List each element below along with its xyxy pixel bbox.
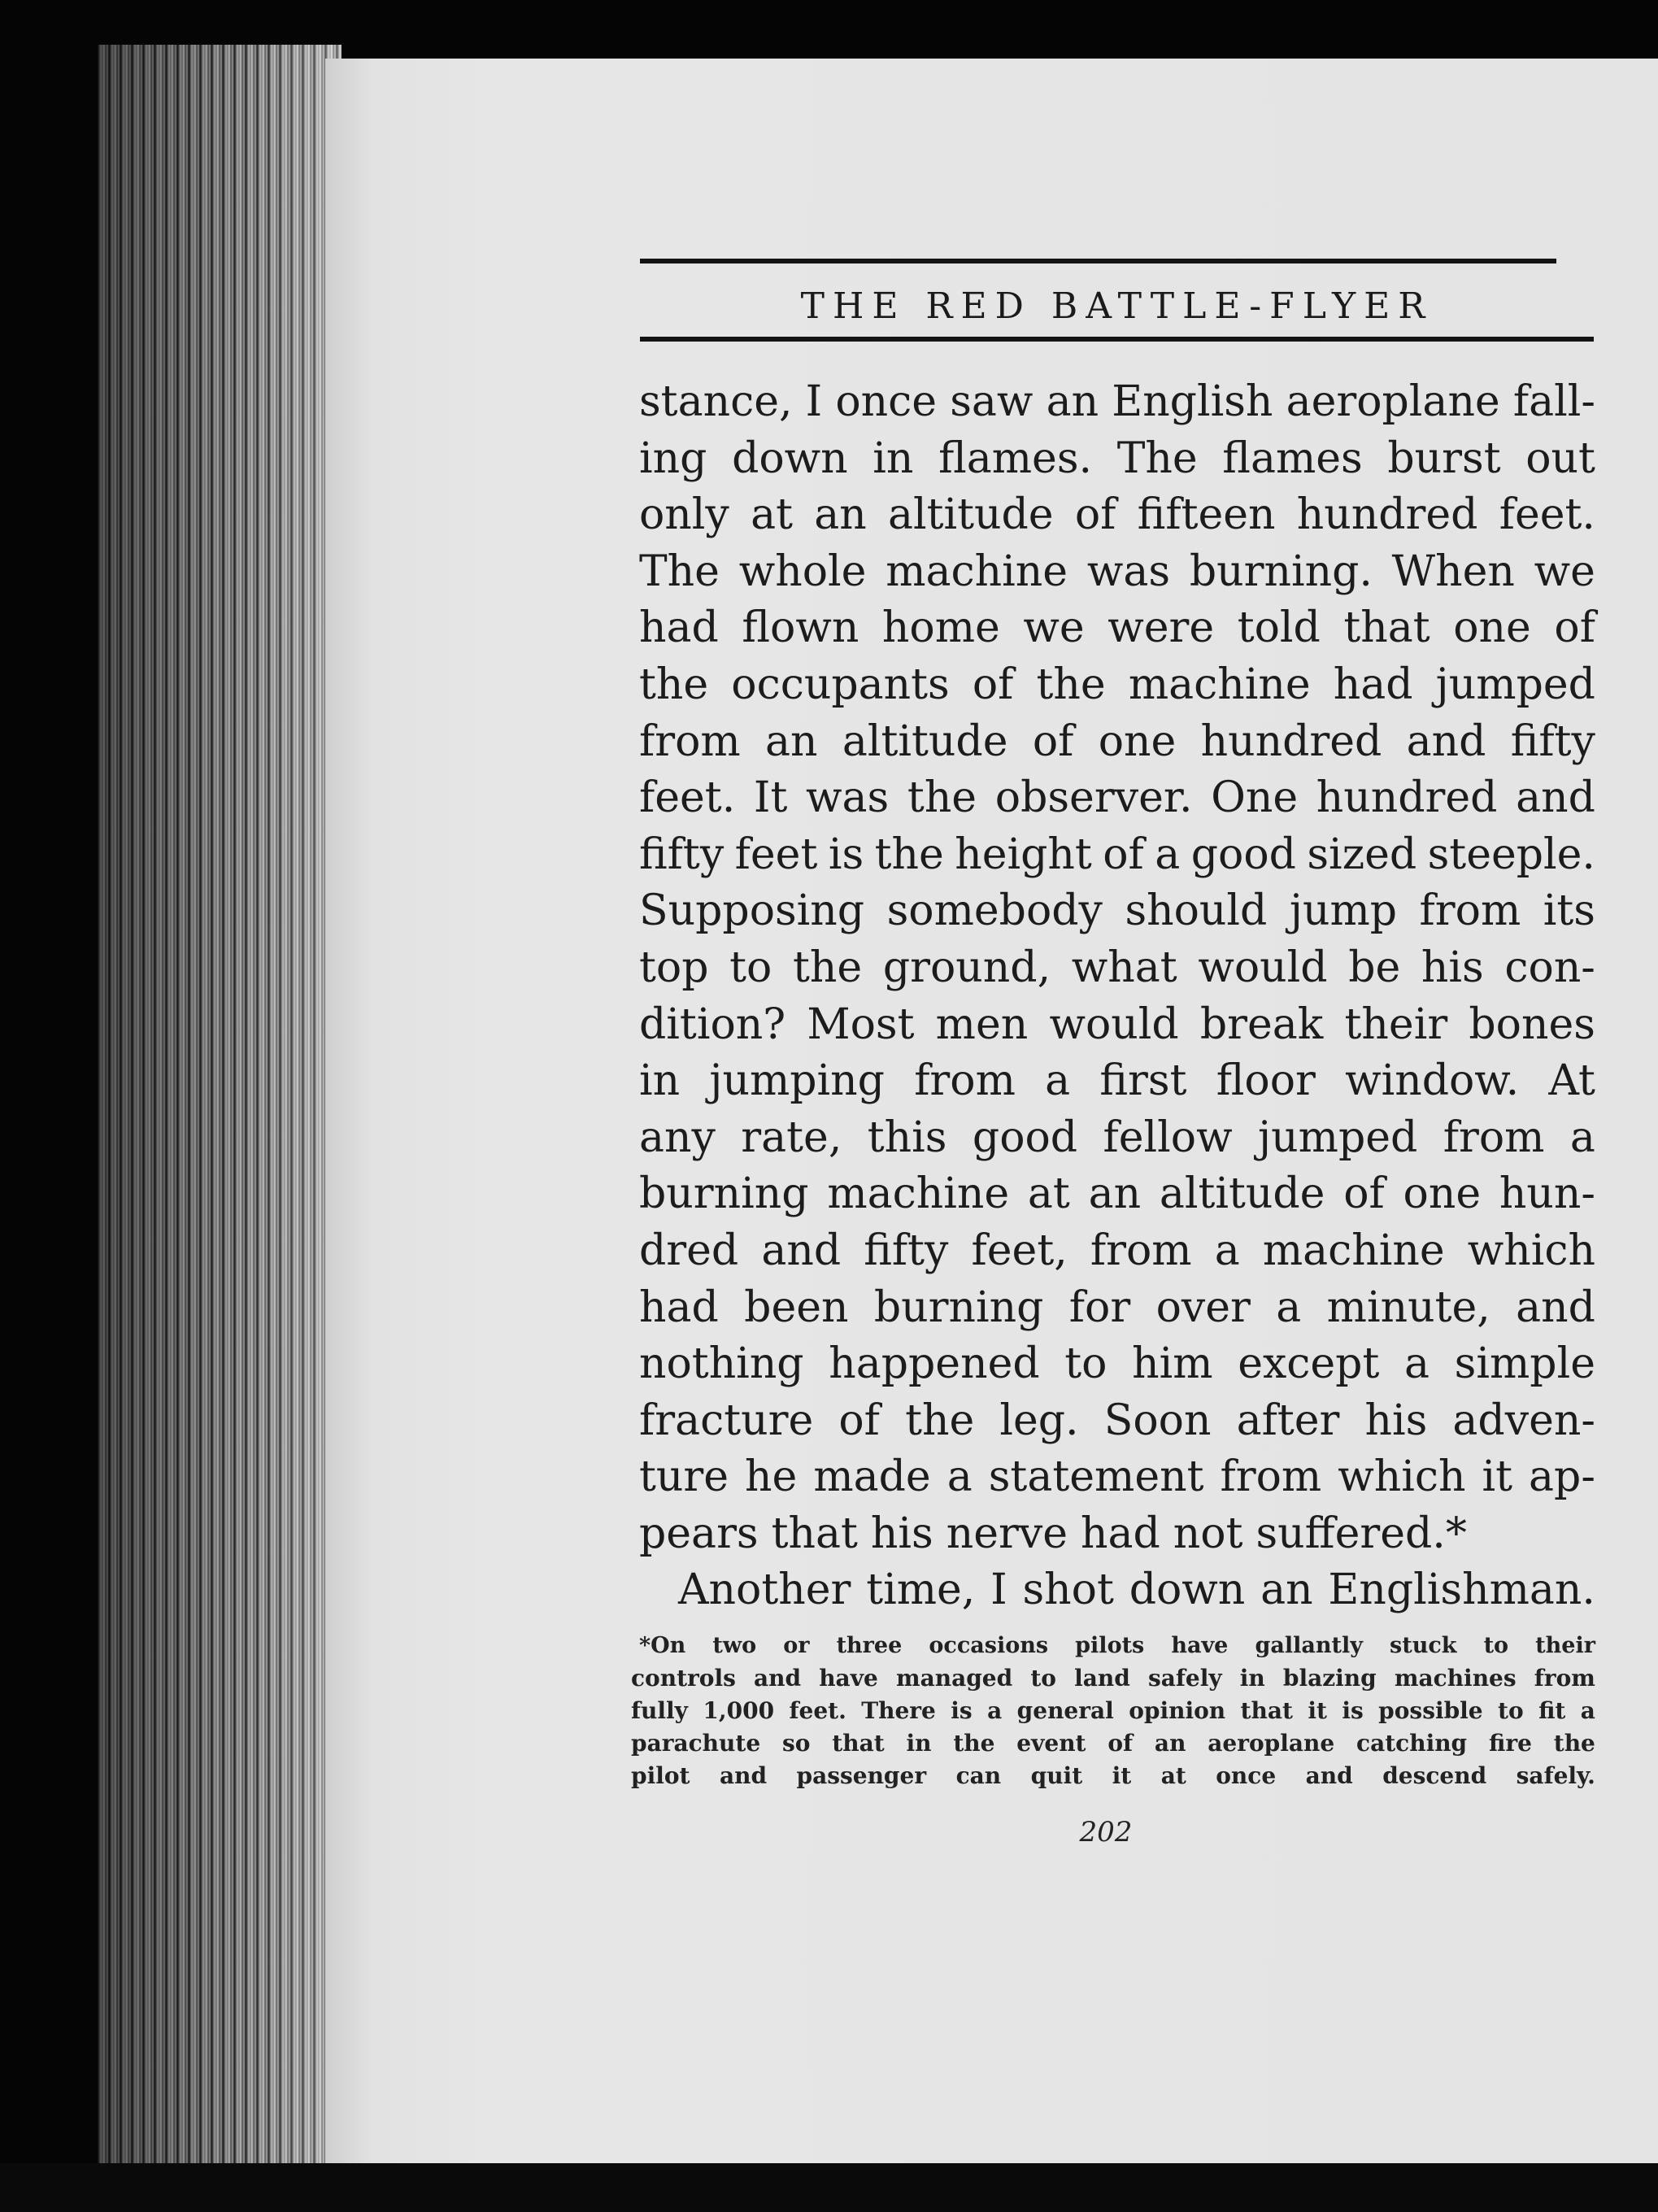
word: fifty [639,830,725,879]
word: Englishman. [1328,1565,1595,1615]
word: fracture [639,1396,814,1445]
word: had [1333,660,1413,709]
footnote-word: fully [631,1697,688,1724]
word: ground, [882,943,1051,992]
word: hun- [1499,1169,1595,1219]
footnote-word: safely [1147,1665,1222,1692]
footnote-word: their [1535,1633,1595,1658]
footnote-word: an [1154,1730,1186,1757]
word: from [1419,886,1521,936]
word: machine [827,1169,1010,1219]
word: top [639,943,709,992]
word: Supposing [639,886,865,936]
word: home [881,603,1000,653]
word: and [1516,1282,1595,1332]
word: fellow [1103,1113,1233,1162]
word: machine [1128,660,1311,709]
word: simple [1454,1339,1595,1389]
word: one [1453,603,1531,653]
word: be [1348,943,1401,992]
word: from [1443,1113,1545,1162]
text-line [639,1053,1595,1110]
word: break [1199,999,1324,1049]
word: feet. [1499,490,1595,540]
word: I [805,377,823,426]
word: When [1391,546,1515,596]
word: The [1116,433,1198,483]
footnote-word: that [1240,1697,1293,1724]
text-line [639,1506,1595,1563]
footnote-line [631,1695,1595,1727]
word: burst [1387,433,1501,483]
word: It [753,773,788,823]
header-rule-top [640,259,1556,263]
word: an [1260,1565,1313,1615]
word: of [1554,603,1595,653]
word: the [793,943,863,992]
footnote-word: once [1216,1762,1277,1789]
word: only [639,490,729,540]
word: of [972,660,1014,709]
word: one [1098,716,1177,766]
word: that [771,1509,858,1558]
word: out [1525,433,1595,483]
word: from [639,716,741,766]
footnote-word: fit [1538,1697,1566,1724]
footnote-word: catching [1356,1730,1468,1757]
word: for [1068,1282,1131,1332]
word: of [1343,1169,1385,1219]
text-line [639,1280,1595,1337]
word: been [744,1282,849,1332]
text-line [639,1562,1595,1619]
word: from [1090,1226,1192,1275]
word: suffered.* [1255,1509,1467,1558]
word: steeple. [1427,830,1595,879]
footnote-word: two [712,1633,757,1658]
footnote-word: There [861,1697,936,1724]
word: I [990,1565,1007,1615]
word: jumped [1258,1113,1418,1162]
word: that [1343,603,1430,653]
footnote-word: quit [1030,1762,1083,1789]
word: first [1099,1056,1187,1106]
word: is [828,830,864,879]
word: an [1046,377,1099,426]
footnote-word: and [753,1665,802,1692]
word: the [874,830,944,879]
word: good [972,1113,1078,1162]
word: minute, [1326,1282,1490,1332]
word: his [870,1509,933,1558]
word: feet. [639,773,736,823]
word: of [838,1396,880,1445]
word: of [1032,716,1074,766]
word: fifteen [1137,490,1276,540]
word: floor [1216,1056,1316,1106]
word: burning [639,1169,809,1219]
word: at [1027,1169,1070,1219]
footnote-word: the [1553,1730,1595,1757]
text-line [639,431,1595,488]
word: made [813,1452,931,1502]
footnote [631,1630,1595,1792]
word: a [1276,1282,1302,1332]
footnote-word: possible [1378,1697,1483,1724]
word: whole [738,546,867,596]
word: machine [1262,1226,1445,1275]
word: occupants [731,660,950,709]
footnote-word: can [955,1762,1002,1789]
footnote-word: 1,000 [703,1697,775,1724]
footnote-word: blazing [1282,1665,1377,1692]
text-line [639,1166,1595,1223]
book-page-edges [98,45,342,2175]
text-line [639,374,1595,431]
footnote-word: feet. [789,1697,846,1724]
word: had [1081,1509,1160,1558]
footnote-word: the [953,1730,995,1757]
footnote-word: managed [895,1665,1013,1692]
word: should [1125,886,1268,936]
word: a [946,1452,973,1502]
word: shot [1022,1565,1114,1615]
running-head [640,259,1594,342]
word: him [1132,1339,1213,1389]
footnote-line [631,1630,1595,1662]
word: flames [1222,433,1363,483]
footnote-word: descend [1382,1762,1487,1789]
word: the [1036,660,1106,709]
text-line [639,883,1595,940]
footnote-word: and [1305,1762,1353,1789]
word: its [1543,886,1595,936]
word: this [867,1113,947,1162]
word: flames. [938,433,1093,483]
word: except [1238,1339,1380,1389]
footnote-word: to [1498,1697,1524,1724]
word: burning [873,1282,1044,1332]
word: observer. [994,773,1193,823]
word: was [806,773,890,823]
footnote-word: three [836,1633,903,1658]
footnote-word: stuck [1390,1633,1457,1658]
footnote-word: or [783,1633,810,1658]
footnote-line [631,1727,1595,1760]
footnote-word: it [1112,1762,1132,1789]
footnote-word: is [951,1697,973,1724]
footnote-line [631,1760,1595,1792]
word: jump [1289,886,1398,936]
word: we [1534,546,1595,596]
body-text [639,374,1595,1619]
word: flown [742,603,859,653]
word: pears [639,1509,759,1558]
word: had [639,603,719,653]
running-head-title: THE RED BATTLE-FLYER [800,285,1434,327]
word: his [1364,1396,1428,1445]
word: fifty [864,1226,949,1275]
word: and [761,1226,842,1275]
footnote-word: is [1342,1697,1364,1724]
word: aeroplane [1286,377,1500,426]
footnote-word: a [987,1697,1003,1724]
text-line [639,714,1595,771]
word: Most [807,999,915,1049]
word: leg. [999,1396,1079,1445]
word: which [1467,1226,1595,1275]
footnote-word: from [1534,1665,1595,1692]
text-line [639,487,1595,544]
word: down [732,433,848,483]
word: adven- [1452,1396,1595,1445]
text-line [639,1223,1595,1280]
word: the [905,1396,975,1445]
word: from [914,1056,1016,1106]
word: and [1516,773,1595,823]
text-line [639,600,1595,657]
word: Another [678,1565,851,1615]
word: time, [866,1565,976,1615]
word: the [907,773,977,823]
word: feet [734,830,818,879]
word: ture [639,1452,729,1502]
footnote-word: controls [631,1665,736,1692]
text-line [639,1110,1595,1167]
footnote-word: pilot [631,1762,690,1789]
text-line [639,657,1595,714]
word: hundred [1296,490,1478,540]
word: At [1548,1056,1595,1106]
word: of [1103,830,1144,879]
word: he [745,1452,798,1502]
word: The [639,546,720,596]
word: happened [829,1339,1040,1389]
word: which [1338,1452,1466,1502]
text-line [639,1336,1595,1393]
footnote-word: in [1239,1665,1265,1692]
word: statement [988,1452,1204,1502]
footnote-word: to [1483,1633,1509,1658]
word: had [639,1282,719,1332]
word: altitude [842,716,1008,766]
word: to [1064,1339,1108,1389]
text-line [639,544,1595,601]
word: altitude [887,490,1054,540]
word: it [1482,1452,1513,1502]
word: English [1112,377,1273,426]
footnote-word: and [719,1762,768,1789]
word: ing [639,433,707,483]
footnote-word: of [1108,1730,1134,1757]
word: fall- [1512,377,1595,426]
word: One [1211,773,1299,823]
footnote-word: pilots [1075,1633,1145,1658]
word: ap- [1529,1452,1595,1502]
footnote-word: passenger [796,1762,927,1789]
word: once [835,377,938,426]
word: a [1045,1056,1071,1106]
footnote-word: aeroplane [1208,1730,1335,1757]
footnote-word: a [1580,1697,1595,1724]
word: a [1404,1339,1430,1389]
word: one [1403,1169,1482,1219]
word: would [1198,943,1328,992]
word: at [751,490,793,540]
footnote-line [631,1662,1595,1695]
word: in [873,433,914,483]
word: hundred [1200,716,1382,766]
text-line [639,1393,1595,1450]
word: sized [1307,830,1417,879]
word: feet, [971,1226,1068,1275]
footnote-word: parachute [631,1730,761,1757]
footnote-word: fire [1488,1730,1532,1757]
footnote-word: so [781,1730,811,1757]
word: a [1214,1226,1240,1275]
footnote-word: to [1030,1665,1056,1692]
footnote-word: event [1016,1730,1086,1757]
word: nerve [946,1509,1068,1558]
word: their [1344,999,1448,1049]
word: window. [1345,1056,1520,1106]
footnote-word: land [1074,1665,1130,1692]
word: hundred [1316,773,1498,823]
footnote-word: opinion [1129,1697,1226,1724]
footnote-word: in [906,1730,932,1757]
word: told [1237,603,1321,653]
word: dition? [639,999,786,1049]
scan-border [0,2163,1658,2212]
word: stance, [639,377,793,426]
footnote-word: occasions [929,1633,1049,1658]
word: from [1220,1452,1322,1502]
word: good [1190,830,1296,879]
word: to [729,943,772,992]
word: jumped [1435,660,1595,709]
word: of [1074,490,1116,540]
text-line [639,940,1595,997]
text-line [639,997,1595,1054]
word: his [1421,943,1484,992]
word: were [1108,603,1215,653]
word: was [1086,546,1171,596]
word: over [1155,1282,1251,1332]
footnote-word: it [1308,1697,1327,1724]
word: dred [639,1226,739,1275]
footnote-word: have [1171,1633,1229,1658]
text-line [639,827,1595,884]
header-rule-bottom [640,337,1594,342]
word: a [1155,830,1181,879]
footnote-word: safely. [1516,1762,1595,1789]
word: and [1406,716,1486,766]
word: altitude [1159,1169,1325,1219]
word: nothing [639,1339,804,1389]
word: Soon [1103,1396,1212,1445]
word: not [1173,1509,1243,1558]
word: an [765,716,818,766]
word: rate, [741,1113,842,1162]
word: down [1129,1565,1246,1615]
word: men [935,999,1029,1049]
word: an [1088,1169,1142,1219]
word: the [639,660,709,709]
footnote-word: gallantly [1255,1633,1363,1658]
word: would [1049,999,1179,1049]
text-line [639,1449,1595,1506]
footnote-word: at [1160,1762,1186,1789]
word: bones [1469,999,1595,1049]
word: fifty [1510,716,1595,766]
word: a [1569,1113,1595,1162]
word: jumping [709,1056,885,1106]
footnote-word: have [819,1665,878,1692]
word: after [1236,1396,1340,1445]
text-line [639,770,1595,827]
word: any [639,1113,716,1162]
word: an [814,490,867,540]
page-number: 202 [1079,1816,1133,1848]
footnote-word: general [1016,1697,1114,1724]
footnote-word: that [832,1730,885,1757]
word: somebody [886,886,1103,936]
word: saw [950,377,1034,426]
footnote-word: *On [639,1633,686,1658]
word: burning. [1189,546,1373,596]
word: in [639,1056,681,1106]
footnote-word: machines [1394,1665,1517,1692]
word: height [955,830,1092,879]
word: what [1071,943,1177,992]
word: we [1023,603,1085,653]
word: machine [886,546,1068,596]
word: con- [1504,943,1595,992]
